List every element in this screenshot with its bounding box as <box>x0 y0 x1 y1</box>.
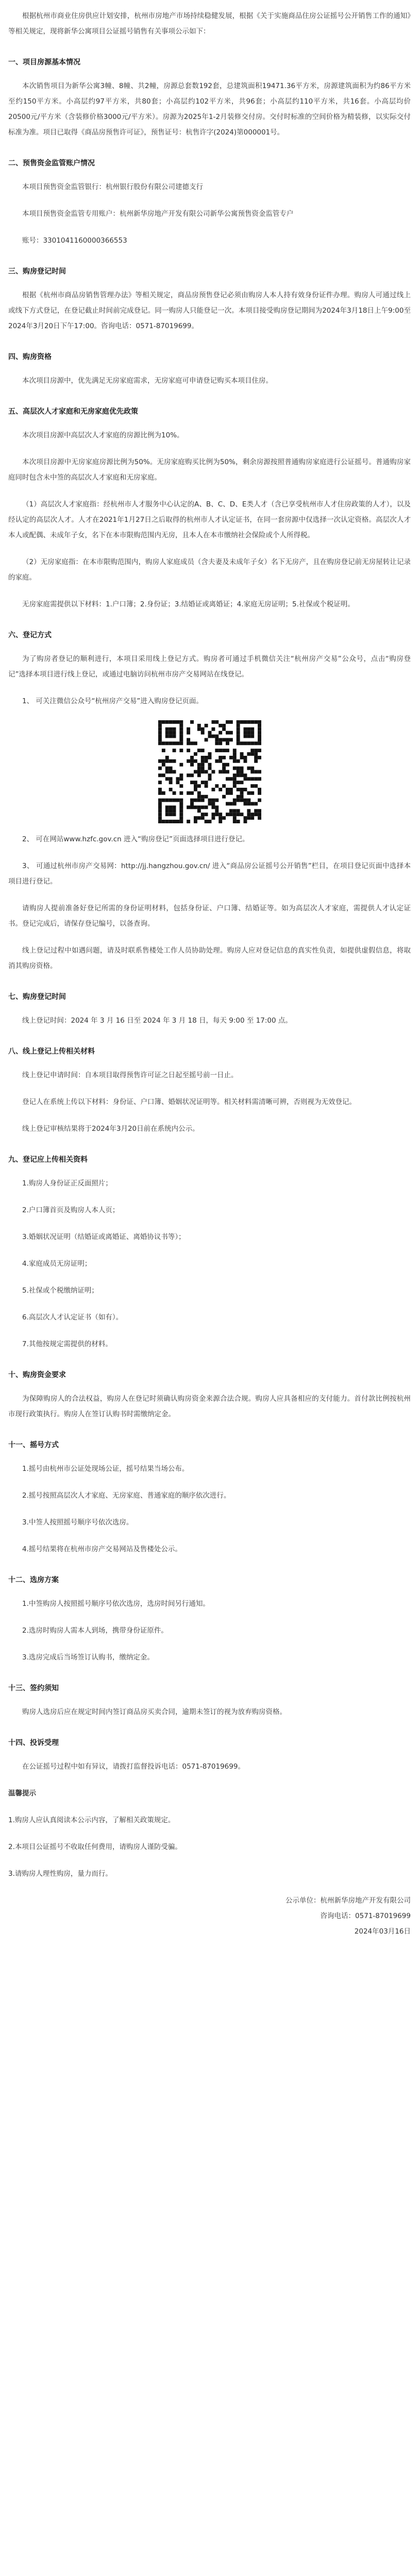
notes-title: 温馨提示 <box>8 1789 36 1798</box>
section-paragraph: 1.摇号由杭州市公证处现场公证，摇号结果当场公布。 <box>22 1465 189 1473</box>
section-paragraph: 登记人在系统上传以下材料：身份证、户口簿、婚姻状况证明等。相关材料需清晰可辨，否则视为无效登记。 <box>22 1098 356 1106</box>
section-paragraph: 3.婚姻状况证明（结婚证或离婚证、离婚协议书等）； <box>22 1233 186 1241</box>
publish-date: 2024年03月16日 <box>354 1927 411 1936</box>
section-title: 六、登记方式 <box>8 631 52 639</box>
section-paragraph: 本次项目房源中无房家庭房源比例为50%。无房家庭购买比例为50%，剩余房源按照普通购房家庭进行公证摇号。普通购房家庭同时包含未中签的高层次人才家庭和无房家庭。 <box>8 458 411 482</box>
note-item: 3.请购房人理性购房，量力而行。 <box>8 1870 112 1878</box>
section-paragraph: 本项目预售资金监管银行：杭州银行股份有限公司建德支行 <box>22 183 203 191</box>
qr-code-icon <box>158 720 261 823</box>
section-paragraph: 为保障购房人的合法权益，购房人在登记时须确认购房资金来源合法合规。购房人应具备相应的支付能力。首付款比例按杭州市现行政策执行。购房人在签订认购书时需缴纳定金。 <box>8 1395 411 1418</box>
section-paragraph: 请购房人提前准备好登记所需的身份证明材料，包括身份证、户口簿、结婚证等。如为高层次人才家庭，需提供人才认定证书。登记完成后，请保存登记编号，以备查询。 <box>8 904 411 928</box>
company-name: 公示单位：杭州新华房地产开发有限公司 <box>285 1896 411 1905</box>
section-paragraph: 2、 可在网站www.hzfc.gov.cn 进入“购房登记”页面选择项目进行登记。 <box>22 835 249 843</box>
footer <box>8 1893 411 1939</box>
note-item: 1.购房人应认真阅读本公示内容，了解相关政策规定。 <box>8 1816 175 1824</box>
section-paragraph: 1.购房人身份证正反面照片； <box>22 1179 112 1188</box>
section-paragraph: 1.中签购房人按照摇号顺序号依次选房，选房时间另行通知。 <box>22 1600 210 1608</box>
section-paragraph: 5.社保或个税缴纳证明； <box>22 1286 98 1295</box>
section-paragraph: 本次项目房源中，优先满足无房家庭需求，无房家庭可申请登记购买本项目住房。 <box>22 377 273 385</box>
contact-info: 咨询电话：0571-87019699 <box>320 1912 411 1920</box>
section-paragraph: 3.中签人按照摇号顺序号依次选房。 <box>22 1518 133 1527</box>
section-paragraph: 2.选房时购房人需本人到场，携带身份证原件。 <box>22 1626 168 1635</box>
intro-paragraph: 根据杭州市商业住房供应计划安排，杭州市房地产市场持续稳健发展，根据《关于实施商品住房公证摇号公开销售工作的通知》等相关规定，现将新华公寓项目公证摇号销售有关事项公示如下： <box>8 12 411 36</box>
section-paragraph: （2）无房家庭指：在本市限购范围内，购房人家庭成员（含夫妻及未成年子女）名下无房产，且在购房登记前无房屋转让记录的家庭。 <box>8 558 411 582</box>
section-title: 十三、签约须知 <box>8 1684 59 1692</box>
section-paragraph: 2.户口簿首页及购房人本人页； <box>22 1206 120 1214</box>
section-title: 九、登记应上传相关资料 <box>8 1156 88 1164</box>
section-title: 五、高层次人才家庭和无房家庭优先政策 <box>8 408 138 416</box>
section-paragraph: 3、 可通过杭州市房产交易网：http://jj.hangzhou.gov.cn/ 进入“商品房公证摇号公开销售”栏目，在项目登记页面中选择本项目进行登记。 <box>8 862 411 886</box>
section-paragraph: 购房人选房后应在规定时间内签订商品房买卖合同，逾期未签订的视为放弃购房资格。 <box>22 1708 287 1716</box>
section-paragraph: 线上登记申请时间：自本项目取得预售许可证之日起至摇号前一日止。 <box>22 1071 238 1079</box>
section-paragraph: 6.高层次人才认定证书（如有）。 <box>22 1313 123 1321</box>
section-paragraph: 无房家庭需提供以下材料：1.户口簿；2.身份证；3.结婚证或离婚证；4.家庭无房证明；5.社保或个税证明。 <box>22 600 355 608</box>
section-paragraph: 本项目预售资金监管专用账户：杭州新华房地产开发有限公司新华公寓预售资金监管专户 <box>22 210 294 218</box>
section-title: 四、购房资格 <box>8 353 52 361</box>
section-title: 二、预售资金监管账户情况 <box>8 159 95 167</box>
section-paragraph: 4.摇号结果将在杭州市房产交易网站及售楼处公示。 <box>22 1545 182 1553</box>
section-paragraph: 本次销售项目为新华公寓3幢、8幢、共2幢，房源总套数192套，总建筑面积19471.36平方米，房源建筑面积为约86平方米至约150平方米。小高层约97平方米，共80套；小高层约102平方米，共96套；小高层约110平方米，共16套。小高层均价20500元/平方米（含装修价格3000元/平方米）。房源为2025年1-2月装修交付房。交付时标准的空间价格为精装修，以实际交付标准为准。项目已取得《商品房预售许可证》，预售证号：杭售许字(2024)第000001号。 <box>8 82 411 137</box>
section-paragraph: 本次项目房源中高层次人才家庭的房源比例为10%。 <box>22 431 184 439</box>
notes-list <box>8 1812 411 1882</box>
section-paragraph: （1）高层次人才家庭指：经杭州市人才服务中心认定的A、B、C、D、E类人才（含已享受杭州市人才住房政策的人才），以及经认定的高层次人才。人才在2021年1月27日之后取得的杭州市人才认定证书，在同一套房源中仅选择一次认定资格。高层次人才本人或配偶、未成年子女，名下在本市限购范围内无房，且本人在本市缴纳社会保险或个人所得税。 <box>8 500 411 539</box>
section-title: 八、线上登记上传相关材料 <box>8 1047 95 1056</box>
section-title: 七、购房登记时间 <box>8 993 66 1001</box>
note-item: 2.本项目公证摇号不收取任何费用，请购房人谨防受骗。 <box>8 1843 182 1851</box>
section-paragraph: 7.其他按规定需提供的材料。 <box>22 1340 112 1348</box>
section-paragraph: 线上登记审核结果将于2024年3月20日前在系统内公示。 <box>22 1125 199 1133</box>
section-title: 十二、选房方案 <box>8 1576 59 1584</box>
section-paragraph: 线上登记时间：2024 年 3 月 16 日至 2024 年 3 月 18 日，每天 9:00 至 17:00 点。 <box>22 1016 292 1025</box>
section-paragraph: 线上登记过程中如遇问题，请及时联系售楼处工作人员协助处理。购房人应对登记信息的真实性负责，如提供虚假信息，将取消其购房资格。 <box>8 946 411 970</box>
section-paragraph: 账号：3301041160000366553 <box>22 236 127 245</box>
notes-block <box>8 1786 411 1882</box>
section-paragraph: 2.摇号按照高层次人才家庭、无房家庭、普通家庭的顺序依次进行。 <box>22 1492 231 1500</box>
sections-container <box>8 55 411 1774</box>
section-title: 一、项目房源基本情况 <box>8 58 80 66</box>
section-paragraph: 在公证摇号过程中如有异议，请拨打监督投诉电话：0571-87019699。 <box>22 1762 245 1771</box>
section-title: 三、购房登记时间 <box>8 267 66 276</box>
section-paragraph: 1、 可关注微信公众号“杭州房产交易”进入购房登记页面。 <box>22 697 203 705</box>
section-paragraph: 为了购房者登记的顺利进行，本项目采用线上登记方式。购房者可通过手机微信关注“杭州房产交易”公众号，点击“购房登记”选择本项目进行线上登记，或通过电脑访问杭州市房产交易网站在线登记。 <box>8 655 411 679</box>
section-title: 十一、摇号方式 <box>8 1441 59 1449</box>
section-title: 十、购房资金要求 <box>8 1371 66 1379</box>
section-paragraph: 4.家庭成员无房证明； <box>22 1260 92 1268</box>
section-title: 十四、投诉受理 <box>8 1739 59 1747</box>
section-paragraph: 3.选房完成后当场签订认购书，缴纳定金。 <box>22 1653 154 1662</box>
section-paragraph: 根据《杭州市商品房销售管理办法》等相关规定，商品房预售登记必须由购房人本人持有效身份证件办理。购房人可通过线上或线下方式登记，在登记截止时间前完成登记。同一购房人只能登记一次。本项目接受购房登记期间为2024年3月18日上午9:00至2024年3月20日下午17:00。咨询电话：0571-87019699。 <box>8 291 411 330</box>
